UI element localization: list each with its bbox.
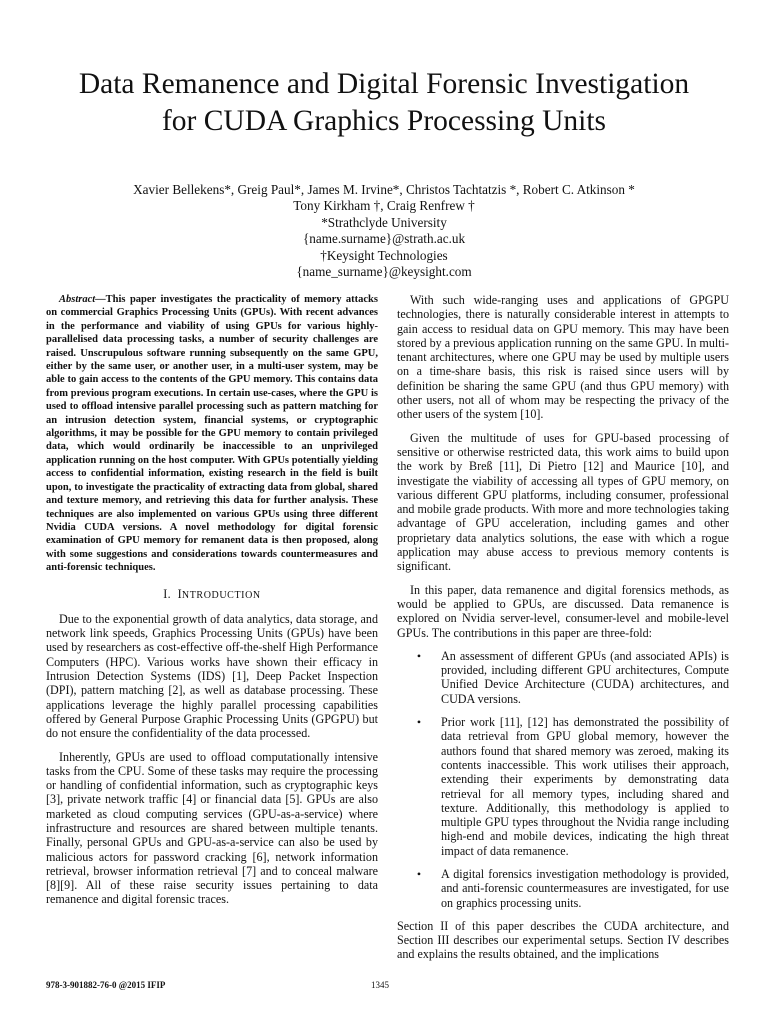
contribution-bullet xyxy=(397,715,729,858)
email-1: {name.surname}@strath.ac.uk xyxy=(302,231,466,247)
section-number: I. xyxy=(163,586,171,601)
abstract-text: —This paper investigates the practicality of memory attacks on commercial Graphics Processing Units (GPUs). With recent advances in the performance and viability of using GPUs for various highly-parallelised data processing tasks, a number of security challenges are raised. Unscrupulous software running subsequently on the same GPU, either by the same user, or another user, in a multi-user system, may be able to gain access to the contents of the GPU memory. This contains data from previous program executions. In certain use-cases, where the GPU is used to offload intensive parallel processing such as pattern matching for an intrusion detection system, financial systems, or cryptographic algorithms, it may be possible for the GPU memory to contain privileged data, which would ordinarily be inaccessible to an unprivileged application running on the host computer. With GPUs potentially yielding access to confidential information, existing research in the field is built upon, to investigate the practicality of extracting data from global, shared and texture memory, and retrieving this data for further analysis. These techniques are also implemented on various GPUs using three different Nvidia CUDA versions. A novel methodology for digital forensic examination of GPU memory for remanent data is then proposed, along with some suggestions and considerations towards countermeasures and anti-forensic techniques. xyxy=(46,294,378,574)
left-column xyxy=(46,293,378,907)
email-2: {name_surname}@keysight.com xyxy=(296,264,472,280)
bullet-mark: • xyxy=(416,648,422,663)
bullet-text: A digital forensics investigation methodology is provided, and anti-forensic countermeasures are investigated, for use on graphics processing units. xyxy=(441,866,729,910)
author-line-2: Tony Kirkham †, Craig Renfrew † xyxy=(293,198,475,214)
bullet-text: Prior work [11], [12] has demonstrated the possibility of data retrieval from GPU global memory, however the authors found that shared memory was zeroed, making its contents inaccessible. This work utilises their approach, extending their experiments by demonstrating data retrieval for all memory types, including shared and texture. Additionally, this methodology is applied to multiple GPU types throughout the Nvidia range including high-end and mobile devices, indicating the high threat impact of data remanence. xyxy=(441,715,729,858)
affiliation-2: †Keysight Technologies xyxy=(320,247,448,263)
footer-isbn: 978-3-901882-76-0 @2015 IFIP xyxy=(46,980,166,990)
affiliation-1: *Strathclyde University xyxy=(321,214,447,230)
body-paragraph: With such wide-ranging uses and applications of GPGPU technologies, there is naturally considerable interest in attempts to gain access to residual data on GPU memory. This may have been stored by a previous application running on the same GPU. In multi-tenant architectures, where one GPU may be used by multiple users on a time-share basis, this risk is raised since users will by definition be sharing the same GPU (and thus GPU memory) with other users, not all of whom may be respecting the privacy of the other users of the system [10]. xyxy=(397,293,729,422)
author-line-1: Xavier Bellekens*, Greig Paul*, James M. Irvine*, Christos Tachtatzis *, Robert C. Atkinson * xyxy=(133,182,635,197)
abstract xyxy=(46,293,378,575)
section-rest: NTRODUCTION xyxy=(181,589,261,601)
right-column xyxy=(397,293,729,962)
page-number: 1345 xyxy=(371,980,389,990)
section-initial: I xyxy=(177,586,182,601)
contribution-bullet xyxy=(397,649,729,706)
title-line-1: Data Remanence and Digital Forensic Investigation xyxy=(78,68,690,100)
contribution-bullet xyxy=(397,867,729,910)
paper-title xyxy=(40,66,728,140)
body-paragraph: Given the multitude of uses for GPU-based processing of sensitive or otherwise restricted data, this work aims to build upon the work by Breß [11], Di Pietro [12] and Maurice [10], and investigate the viability of accessing all types of GPU memory, on various different GPU platforms, including consumer, professional and mobile grade products. With more and more technologies taking advantage of GPU acceleration, including games and other proprietary data analytics solutions, the ease with which a rogue application may abuse access to previous memory contents is significant. xyxy=(397,430,729,574)
body-paragraph: In this paper, data remanence and digital forensics methods, as would be applied to GPUs, are discussed. Data remanence is explored on Nvidia server-level, consumer-level and mobile-level GPUs. The contributions in this paper are three-fold: xyxy=(397,582,729,640)
author-block xyxy=(40,182,728,280)
bullet-text: An assessment of different GPUs (and associated APIs) is provided, including different GPU architectures, Compute Unified Device Architecture (CUDA) architectures, and CUDA versions. xyxy=(441,648,729,706)
bullet-mark: • xyxy=(416,715,422,730)
intro-paragraph: Due to the exponential growth of data analytics, data storage, and network link speeds, Graphics Processing Units (GPUs) have been used by researchers as cost-effective off-the-shelf High Performance Computers (HPC). Various works have shown their efficacy in Intrusion Detection Systems (IDS) [1], Deep Packet Inspection (DPI), pattern matching [2], as well as database processing. These applications leverage the highly parallel processing capabilities offered by General Purpose Graphic Processing Units (GPGPU) but do not ensure the confidentiality of the data processed. xyxy=(46,611,378,741)
bullet-mark: • xyxy=(416,866,422,881)
abstract-lead: Abstract xyxy=(59,294,96,305)
section-heading-introduction xyxy=(46,587,378,603)
intro-paragraph: Inherently, GPUs are used to offload computationally intensive tasks from the CPU. Some of these tasks may require the processing or handling of confidential information, such as cryptographic keys [3], private network traffic [4] or financial data [5]. GPUs are also marketed as cloud computing services (GPU-as-a-service) where infrastructure and resources are shared between multiple tenants. Finally, personal GPUs and GPU-as-a-service can also be used by malicious actors for password cracking [6], network information retrieval, browser information retrieval [7] and to conceal malware [8][9]. All of these raise security issues pertaining to data remanence and digital forensic traces. xyxy=(46,749,378,907)
title-line-2: for CUDA Graphics Processing Units xyxy=(161,105,607,137)
body-paragraph-last: Section II of this paper describes the CUDA architecture, and Section III describes our experimental setups. Section IV describes and explains the results obtained, and the implications xyxy=(397,918,729,962)
